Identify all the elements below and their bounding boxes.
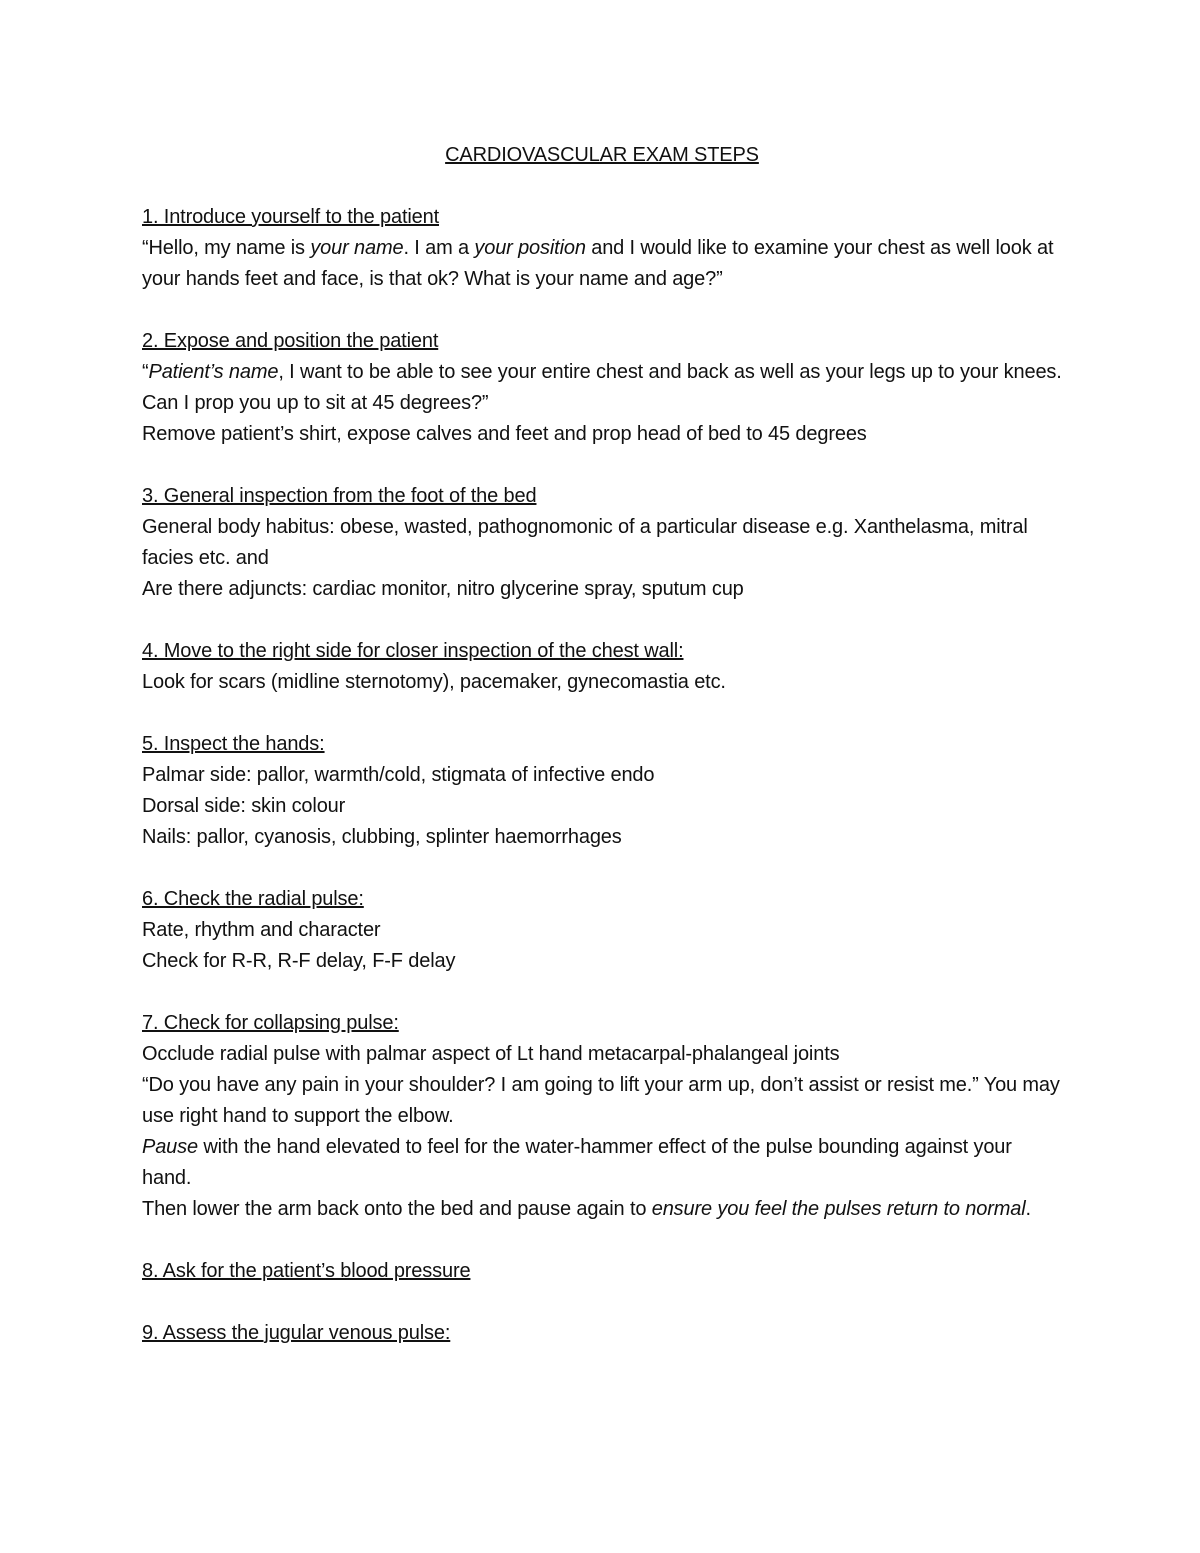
- section-8-heading: 8. Ask for the patient’s blood pressure: [142, 1260, 471, 1282]
- section-2-line-2: Remove patient’s shirt, expose calves and feet and prop head of bed to 45 degrees: [142, 423, 867, 445]
- document-title: CARDIOVASCULAR EXAM STEPS: [445, 144, 759, 166]
- section-2-text: “Patient’s name, I want to be able to see your entire chest and back as well as your legs up to your knees. Can I prop you up to sit at 45 degrees?”: [142, 361, 1062, 414]
- section-3-line-1: General body habitus: obese, wasted, pathognomonic of a particular disease e.g. Xanthelasma, mitral facies etc. and: [142, 516, 1028, 569]
- section-7-line-2: “Do you have any pain in your shoulder? I am going to lift your arm up, don’t assist or resist me.” You may use right hand to support the elbow.: [142, 1074, 1060, 1127]
- section-6-line-1: Rate, rhythm and character: [142, 919, 381, 941]
- section-7-line-1: Occlude radial pulse with palmar aspect of Lt hand metacarpal-phalangeal joints: [142, 1043, 840, 1065]
- section-7: [142, 1008, 1062, 1225]
- section-6-line-2: Check for R-R, R-F delay, F-F delay: [142, 950, 456, 972]
- section-7-heading: 7. Check for collapsing pulse:: [142, 1012, 399, 1034]
- section-5-heading: 5. Inspect the hands:: [142, 733, 325, 755]
- section-5: [142, 729, 1062, 853]
- section-6: [142, 884, 1062, 977]
- section-3: [142, 481, 1062, 605]
- section-9-heading: 9. Assess the jugular venous pulse:: [142, 1322, 451, 1344]
- section-7-line-4: Then lower the arm back onto the bed and pause again to ensure you feel the pulses return to normal.: [142, 1198, 1031, 1220]
- section-4-line-1: Look for scars (midline sternotomy), pacemaker, gynecomastia etc.: [142, 671, 726, 693]
- section-1: [142, 202, 1062, 295]
- section-1-heading: 1. Introduce yourself to the patient: [142, 206, 440, 228]
- section-3-line-2: Are there adjuncts: cardiac monitor, nitro glycerine spray, sputum cup: [142, 578, 744, 600]
- section-8: [142, 1256, 1062, 1287]
- section-7-line-3: Pause with the hand elevated to feel for the water-hammer effect of the pulse bounding against your hand.: [142, 1136, 1012, 1189]
- section-5-line-3: Nails: pallor, cyanosis, clubbing, splinter haemorrhages: [142, 826, 622, 848]
- section-4-heading: 4. Move to the right side for closer inspection of the chest wall:: [142, 640, 684, 662]
- section-5-line-2: Dorsal side: skin colour: [142, 795, 346, 817]
- section-5-line-1: Palmar side: pallor, warmth/cold, stigmata of infective endo: [142, 764, 655, 786]
- section-6-heading: 6. Check the radial pulse:: [142, 888, 364, 910]
- document-page: [142, 140, 1062, 1380]
- section-2: [142, 326, 1062, 450]
- section-9: [142, 1318, 1062, 1349]
- section-2-heading: 2. Expose and position the patient: [142, 330, 439, 352]
- section-1-text: “Hello, my name is your name. I am a your position and I would like to examine your chest as well look at your hands feet and face, is that ok? What is your name and age?”: [142, 237, 1054, 290]
- section-3-heading: 3. General inspection from the foot of the bed: [142, 485, 537, 507]
- section-4: [142, 636, 1062, 698]
